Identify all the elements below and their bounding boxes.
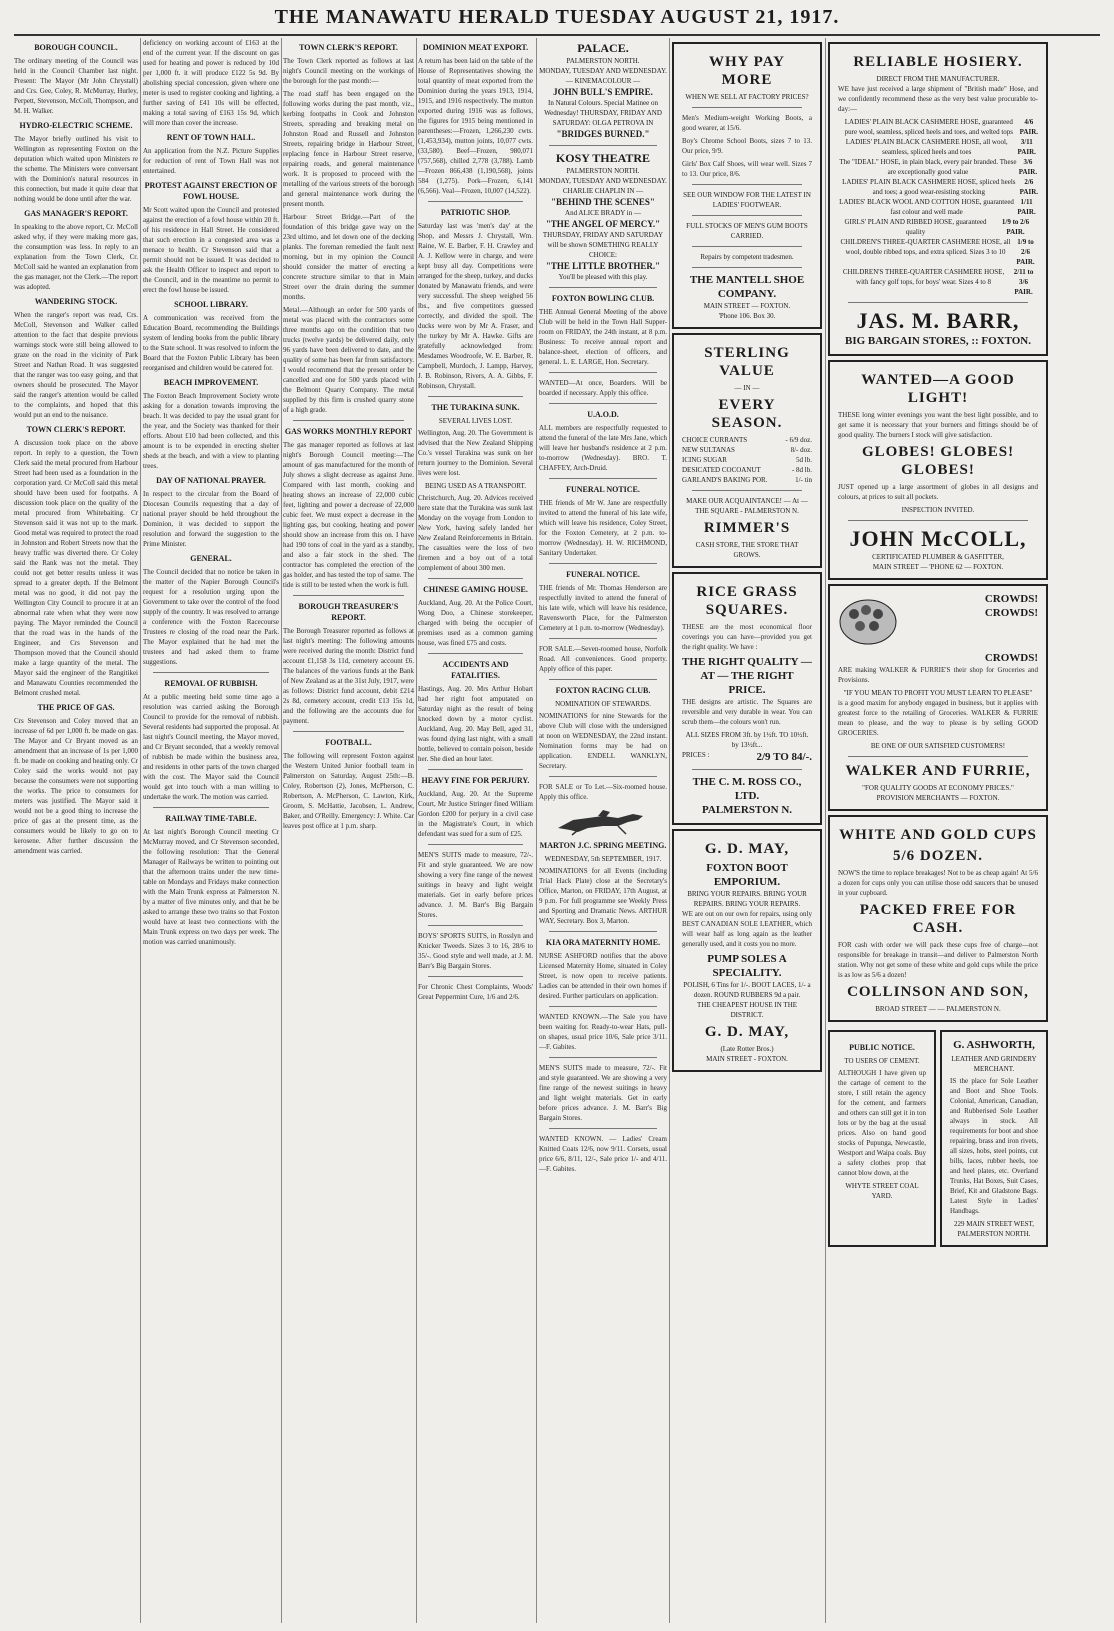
divider xyxy=(692,215,802,216)
price-value: 1/- tin xyxy=(795,476,812,484)
price-item: CHOICE CURRANTS xyxy=(682,436,748,444)
business-name: WALKER AND FURRIE, xyxy=(845,763,1031,779)
column-rule xyxy=(669,38,670,1623)
divider xyxy=(428,201,523,202)
article-heading: RAILWAY TIME-TABLE. xyxy=(165,814,257,823)
ad-text: Men's Medium-weight Working Boots, a good wearer, at 15/6. xyxy=(682,114,812,132)
classified-ad: For Chronic Chest Complaints, Woods' Great Peppermint Cure, 1/6 and 2/6. xyxy=(418,983,533,1001)
divider xyxy=(549,287,657,288)
ad-text: SEE OUR WINDOW FOR THE LATEST IN LADIES' FOOTWEAR. xyxy=(683,191,811,209)
column-rule xyxy=(825,38,826,1623)
divider xyxy=(549,372,657,373)
price-item: NEW SULTANAS xyxy=(682,446,735,454)
price-row xyxy=(838,197,1038,217)
article-subheading: GENERAL. xyxy=(190,554,232,563)
theatre-note: And ALICE BRADY in — xyxy=(565,209,641,217)
theatre-sub: — KINEMACOLOUR — xyxy=(565,77,641,85)
divider xyxy=(428,396,523,397)
theatre-place: PALMERSTON NORTH. xyxy=(566,57,640,65)
article-subheading: BEING USED AS A TRANSPORT. xyxy=(424,482,527,490)
article-subheading: TOWN CLERK'S REPORT. xyxy=(26,425,126,434)
article-heading: ACCIDENTS AND FATALITIES. xyxy=(442,660,509,680)
article-heading: BOROUGH COUNCIL. xyxy=(34,43,118,52)
ad-title: WANTED—A GOOD LIGHT! xyxy=(861,372,1015,406)
divider xyxy=(428,653,523,654)
ad-subtitle: DIRECT FROM THE MANUFACTURER. xyxy=(876,75,1000,83)
divider xyxy=(428,925,523,926)
article-heading: GAS WORKS MONTHLY REPORT xyxy=(284,427,413,436)
price-label: PRICES : xyxy=(682,751,710,759)
notice-text: NOMINATIONS for nine Stewards for the above Club will close with the undersigned at noon on WEDNESDAY, the 22nd instant. Nomination forms may be had on application. ENDELL WANKLYN, Secretary. xyxy=(539,712,667,770)
ad-text: NOW'S the time to replace breakages! Not to be as cheap again! At 5/6 a dozen for cups only you can utilise those odd saucers that be unused in your cupboard. xyxy=(838,869,1038,897)
price-value: 3/11 PAIR. xyxy=(1017,138,1036,156)
divider xyxy=(153,672,269,673)
cement-notice-ad xyxy=(828,1030,936,1247)
ad-text: is a good maxim for anybody engaged in business, but it applies with greatest force to the retailing of Groceries. WALKER & FURRIE mean to please, and the way to please is by selling GOOD GROCERIES. xyxy=(838,699,1038,737)
divider xyxy=(549,776,657,777)
price-value: 2/9 TO 84/-. xyxy=(756,751,812,763)
article-text: The Town Clerk reported as follows at last night's Council meeting on the workings of the borough for the past month:— xyxy=(283,57,414,85)
column-7 xyxy=(828,38,1048,1623)
price-value: 4/6 PAIR. xyxy=(1019,118,1038,136)
ad-title: CROWDS! xyxy=(984,593,1038,605)
article-text: The ordinary meeting of the Council was held in the Council Chamber last night. Present: The Mayor (Mr John Chrystall) and Crs. Gee, Coley, R. McMurray, Hurley, Perpett, Stevenson, McColl, Thompson, and M. H. Walker. xyxy=(14,57,138,115)
notice-heading: FUNERAL NOTICE. xyxy=(566,485,640,494)
divider xyxy=(692,184,802,185)
article-text: Auckland, Aug. 20. At the Police Court, Wong Doo, a Chinese storekeeper, charged with being the occupier of premises used as a common gaming house, was fined £75 and costs. xyxy=(418,599,533,647)
notice-date: WEDNESDAY, 5th SEPTEMBER, 1917. xyxy=(544,855,662,863)
divider xyxy=(692,107,802,108)
column-rule xyxy=(140,38,141,1623)
barr-hosiery-ad xyxy=(828,42,1048,356)
classified-ad: WANTED KNOWN.—The Sale you have been waiting for. Ready-to-wear Hats, pull-on shapes, usual price 10/6, Sale price 3/11.—F. Gabites. xyxy=(539,1013,667,1051)
column-2 xyxy=(143,38,279,1623)
ad-title: STERLING VALUE xyxy=(704,345,790,379)
article-subheading: SCHOOL LIBRARY. xyxy=(174,300,248,309)
business-address: PALMERSTON N. xyxy=(701,804,793,816)
mccoll-plumber-ad xyxy=(828,360,1048,580)
divider xyxy=(153,807,269,808)
article-subheading: SEVERAL LIVES LOST. xyxy=(438,417,513,425)
article-heading: FOOTBALL. xyxy=(325,738,372,747)
divider xyxy=(692,769,802,770)
article-subheading: WANDERING STOCK. xyxy=(34,297,118,306)
divider xyxy=(293,595,404,596)
divider xyxy=(848,302,1028,303)
notice-text: ALTHOUGH I have given up the cartage of cement to the store, I still retain the agency for the cement, and farmers and others can still get it in ton lots or by the bag at the usual prices. Also on hand good stocks of Pupunga, Newcastle, Westport and Waipa coals. Buy a safety clothes prop that cannot blow down, at the xyxy=(838,1069,926,1177)
price-value: 1/9 to 2/6 PAIR. xyxy=(1016,238,1035,266)
notice-heading: MARTON J.C. SPRING MEETING. xyxy=(539,841,667,850)
business-name: JOHN McCOLL, xyxy=(849,526,1027,551)
article-text: Hastings, Aug. 20. Mrs Arthur Hobart had her right foot amputated on Saturday night as the result of being knocked down by a motor cyclist. Auckland, Aug. 20. May Bell, aged 31, was found dying last night, with a small bottle, believed to contain poison, beside her. She died an hour later. xyxy=(418,685,533,763)
price-row xyxy=(682,445,812,455)
price-item: LADIES' PLAIN BLACK CASHMERE HOSE, spliced heels and toes; a good wear-resisting stocking xyxy=(842,178,1016,196)
divider xyxy=(293,420,404,421)
ad-text: WE have just received a large shipment of "British made" Hose, and we confidently recommend these as the very best value procurable to-day:— xyxy=(838,85,1038,113)
article-text: Saturday last was 'men's day' at the Shop, and Messrs J. Chrystall, Wm. Raine, W. E. Barber, F. H. Crawley and A. J. Kellow were in charge, and were kept busy all day. Competitions were arranged for the sheep, turkey, and ducks donated by Manawatu friends, and were very successful. The sheep weighed 56 lbs., and five competitors guessed correctly, and divided the spoil. The ducks were won by Mr A. Fraser, and the turkey by Mr A. Hawke. Gifts are gratefully acknowledged from: Mesdames Woodroofe, W. E. Barber, R. Campbell, Murdoch, J. Lampp, Harvey, J. B. Robinson, Rivers, A. A. Gibbs, F. Robinson, Chrystall. xyxy=(418,222,533,390)
ad-title: RELIABLE HOSIERY. xyxy=(853,54,1023,70)
theatre-note: You'll be pleased with this play. xyxy=(558,273,648,281)
column-6 xyxy=(672,38,822,1623)
article-text: The Foxton Beach Improvement Society wrote asking for a donation towards improving the beach. It was decided to pay the usual grant for the year, and the Society was thanked for their efforts. About £10 had been collected, and this amount is to be expended in erecting shelter sheds at the beach, and with a view to planting trees. xyxy=(143,392,279,470)
ross-rice-grass-ad xyxy=(672,572,822,825)
article-subheading: GAS MANAGER'S REPORT. xyxy=(24,209,128,218)
theatre-days: MONDAY, TUESDAY AND WEDNESDAY. xyxy=(539,177,667,185)
price-value: 2/11 to 3/6 PAIR. xyxy=(1013,268,1034,296)
ad-title: PACKED FREE FOR CASH. xyxy=(859,902,1017,936)
gd-may-ad xyxy=(672,829,822,1072)
theatre-name: PALACE. xyxy=(577,41,629,55)
ad-text: (Late Rotter Bros.) xyxy=(720,1045,774,1053)
theatre-place: PALMERSTON NORTH. xyxy=(566,167,640,175)
article-heading: TOWN CLERK'S REPORT. xyxy=(299,43,398,52)
notice-heading: FOXTON BOWLING CLUB. xyxy=(551,294,655,303)
divider xyxy=(428,578,523,579)
divider xyxy=(293,731,404,732)
masthead-rule xyxy=(14,34,1100,36)
price-value: 1/11 PAIR. xyxy=(1017,198,1036,216)
price-item: The "IDEAL" HOSE, in plain black, every pair branded. These are exceptionally good value xyxy=(839,158,1017,176)
business-subtitle: FOXTON BOOT EMPORIUM. xyxy=(706,862,788,888)
business-subtitle: CASH STORE, THE STORE THAT GROWS. xyxy=(695,541,799,559)
notice-subheading: TO USERS OF CEMENT. xyxy=(844,1057,920,1065)
theatre-name: KOSY THEATRE xyxy=(555,151,651,165)
column-rule xyxy=(281,38,282,1623)
film-title: JOHN BULL'S EMPIRE. xyxy=(553,87,653,97)
ad-text: JUST opened up a large assortment of globes in all designs and colours, at prices to suit all pockets. xyxy=(838,483,1038,501)
article-text: Christchurch, Aug. 20. Advices received here state that the Turakina was sunk last Monday on the voyage from London to New York, having safely landed her New Zealand Reinforcements in Britain. The casualties were the loss of two firemen and a boy out of a total complement of about 300 men. xyxy=(418,494,533,572)
notice-text: THE friends of Mr. Thomas Henderson are respectfully invited to attend the funeral of his late wife, which will leave his residence, Ravensworth Place, for the Palmerston Cemetery at 1 p.m. to-morrow (Wednesday). xyxy=(539,584,667,632)
price-item: DESICATED COCOANUT xyxy=(682,466,761,474)
article-text: deficiency on working account of £163 at the end of the current year. If the discount on gas used for heating and power is reduced by 10d per 1,000 ft. it will produce £122 5s 9d. By abolishing special concession, given where one meter is used to register cooking and lighting, a further saving of £41 10s will be effected, making a total saving of £163 15s 9d, which will more than cover the increase. xyxy=(143,39,279,127)
article-subheading: DAY OF NATIONAL PRAYER. xyxy=(156,476,266,485)
business-address: PROVISION MERCHANTS — FOXTON. xyxy=(876,794,1000,802)
business-name: THE C. M. ROSS CO., LTD. xyxy=(692,776,802,802)
price-value: 2/6 PAIR. xyxy=(1019,178,1038,196)
price-item: LADIES' PLAIN BLACK CASHMERE HOSE, guaranteed pure wool, seamless, spliced heels and toes, and welted tops xyxy=(844,118,1013,136)
price-item: GARLAND'S BAKING POR. xyxy=(682,476,768,484)
article-text: Auckland, Aug. 20. At the Supreme Court, Mr Justice Stringer fined William Gordon £200 for perjury in a civil case in the Magistrate's Court, in which defendant was sued for a sum of £25. xyxy=(418,790,533,838)
article-text: When the ranger's report was read, Crs. McColl, Stevenson and Walker called attention to the fact that despite previous warnings stock were still being allowed to graze on the road in the vicinity of Park Street and Nathan Road. It was suggested that the ranger was too easy going, and that owners should be prosecuted. The Mayor said the ranger's attention would be called to the complaints, and hoped that this would put an end to the nuisance. xyxy=(14,311,138,419)
ad-title: CROWDS! xyxy=(984,607,1038,619)
classified-ad: FOR SALE.—Seven-roomed house, Norfolk Road. All conveniences. Good property. Apply office of this paper. xyxy=(539,645,667,673)
walker-furrie-ad xyxy=(828,584,1048,811)
article-heading: REMOVAL OF RUBBISH. xyxy=(164,679,258,688)
ad-text: MAKE OUR ACQUAINTANCE! — At — THE SQUARE - PALMERSTON N. xyxy=(686,497,808,515)
notice-heading: U.A.O.D. xyxy=(587,410,619,419)
article-text: The Council decided that no notice be taken in the matter of the Napier Borough Council's request for a resolution urging upon the Government to take over the control of the food supply of the country. It was resolved to arrange a conference with the Foxton Racecourse Trustees re closing of the road near the Park. The Mayor explained that he had met the trustees and had asked them to frame suggestions. xyxy=(143,568,279,666)
ad-text: Boy's Chrome School Boots, sizes 7 to 13. Our price, 9/9. xyxy=(682,137,812,155)
price-row xyxy=(838,267,1038,297)
price-value: 1/9 to 2/6 PAIR. xyxy=(1001,218,1030,236)
ad-title: CROWDS! xyxy=(984,652,1038,664)
divider xyxy=(549,145,657,146)
business-slogan: "FOR QUALITY GOODS AT ECONOMY PRICES." xyxy=(862,784,1014,792)
theatre-note: THURSDAY, FRIDAY AND SATURDAY will be shown SOMETHING REALLY CHOICE: xyxy=(542,231,664,259)
business-address: MAIN STREET — 'PHONE 62 — FOXTON. xyxy=(872,563,1004,571)
classified-ad: WANTED—At once, Boarders. Will be boarded if necessary. Apply this office. xyxy=(539,379,667,397)
article-subheading: THE PRICE OF GAS. xyxy=(37,703,115,712)
ad-text: Girls' Box Calf Shoes, will wear well. Sizes 7 to 13. Our price, 8/6. xyxy=(682,160,812,178)
price-value: 8/- doz. xyxy=(790,446,812,454)
ad-text: THE CHEAPEST HOUSE IN THE DISTRICT. xyxy=(696,1001,798,1019)
notice-heading: PUBLIC NOTICE. xyxy=(849,1043,915,1052)
business-name: G. D. MAY, xyxy=(704,841,790,857)
price-row xyxy=(682,465,812,475)
ad-text: FULL STOCKS OF MEN'S GUM BOOTS CARRIED. xyxy=(686,222,808,240)
ad-title: EVERY SEASON. xyxy=(711,397,783,431)
article-subheading: BEACH IMPROVEMENT. xyxy=(163,378,259,387)
classified-ad: BOYS' SPORTS SUITS, in Rosslyn and Knicker Tweeds. Sizes 3 to 16, 28/6 to 35/-. Good style and well made, at J. M. Barr's Big Bargain Stores. xyxy=(418,932,533,970)
article-text: In respect to the circular from the Board of Diocesan Councils requesting that a day of national prayer should be held throughout the Dominion, it was decided to support the resolution and forward the suggestion to the Prime Minister. xyxy=(143,490,279,548)
price-row xyxy=(682,455,812,465)
price-row xyxy=(682,750,812,764)
ad-text: THE RIGHT QUALITY — AT — THE RIGHT PRICE. xyxy=(682,656,812,696)
article-heading: HEAVY FINE FOR PERJURY. xyxy=(421,776,530,785)
article-text: The road staff has been engaged on the following works during the past month, viz., kerbing footpaths in Cook and Johnston Streets, spreading and breaking metal on Johnston Road and Russell and Johnston Streets, repairing bridge in Harbour Street, replacing fence in Harbour Street reserve, repairing roads, and general maintenance work. It is proposed to proceed with the metalling of the various streets of the borough and general maintenance work during the present month. xyxy=(283,90,414,208)
palace-theatre-ad xyxy=(539,41,667,140)
article-text: The following will represent Foxton against the Western United Junior football team in Palmerston on Saturday, August 25th:—B. Coley, Robertson (2), Jones, McPherson, C. Robertson, A. McPherson, C. Lawton, Kirk, Groom, S. McHattie, Jacobsen, L. Andrew, Baker, and O'Reilly. Emergency: J. White. Car leaves post office at 1 p.m. sharp. xyxy=(283,752,414,830)
notice-subheading: NOMINATION OF STEWARDS. xyxy=(555,700,651,708)
business-name: WHYTE STREET COAL YARD. xyxy=(845,1182,919,1200)
ad-title: GLOBES! GLOBES! GLOBES! xyxy=(861,444,1015,478)
theatre-days: MONDAY, TUESDAY AND WEDNESDAY. xyxy=(539,67,667,75)
article-text: A discussion took place on the above report. In reply to a question, the Town Clerk said the metal procured from Harbour Street had been used as a foundation in the corporation yard. Cr McColl said this metal should have been used for footpaths. A discussion took place on the quality of the metal procured from Whitebaiting. Cr Stevenson said it was not up to the mark. Good metal was required to protect the road in Johnston and Robert Streets now that the heavy traffic was diverted there. Cr Coley said the Rank was not the metal. They could not get better results unless it was spread to a greater depth. If the Belmont metal was no good, it did not pay the Wellington City Council to procure it at an abnormal rate when what they were now paying. The Mayor reminded the Council that the road was in the hands of the Engineer, and Crs Stevenson and Thompson moved that the Council should make a large quantity of the metal. The Mayor said the engineer of the Rangitikei and Manawatu Counties recommended the Belmont crushed metal. xyxy=(14,439,138,697)
ad-text: BE ONE OF OUR SATISFIED CUSTOMERS! xyxy=(870,742,1006,750)
divider xyxy=(549,563,657,564)
film-title: "THE LITTLE BROTHER." xyxy=(545,261,661,271)
business-name: G. ASHWORTH, xyxy=(953,1039,1035,1051)
film-title: "BRIDGES BURNED." xyxy=(556,129,650,139)
notice-heading: KIA ORA MATERNITY HOME. xyxy=(545,938,661,947)
ad-text: PUMP SOLES A SPECIALITY. xyxy=(707,953,787,979)
notice-text: NURSE ASHFORD notifies that the above Licensed Maternity Home, situated in Coley Street, is now open to receive patients. Ladies can be attended in their own homes if desired. Further particulars on application. xyxy=(539,952,667,1000)
business-address: 229 MAIN STREET WEST, PALMERSTON NORTH. xyxy=(953,1220,1035,1238)
notice-text: NOMINATIONS for all Events (including Trial Hack Plate) close at the Secretary's Office, Marton, on FRIDAY, 17th August, at 9 p.m. For full programme see Weekly Press and Sporting and Dramatic News. ARTHUR WAY, Secretary. Box 3, Marton. xyxy=(539,867,667,925)
ad-text: BRING YOUR REPAIRS. BRING YOUR REPAIRS. BRING YOUR REPAIRS. xyxy=(687,890,807,908)
price-value: 5d lb. xyxy=(796,456,812,464)
ad-text: WE are out on our own for repairs, using only BEST CANADIAN SOLE LEATHER, which will wear half as long again as the leather generally used, and it costs you no more. xyxy=(682,910,812,948)
theatre-note: In Natural Colours. Special Matinee on Wednesday! THURSDAY, FRIDAY AND SATURDAY: OLGA PETROVA IN xyxy=(544,99,662,127)
ad-text: THESE are the most economical floor coverings you can have—provided you get the right quality. We have : xyxy=(682,623,812,651)
article-text: Wellington, Aug. 20. The Government is advised that the New Zealand Shipping Co.'s vessel Turakina was sunk on her return journey to the Dominion. Several lives were lost. xyxy=(418,429,533,477)
ad-text: ARE making WALKER & FURRIE'S their shop for Groceries and Provisions. xyxy=(838,666,1038,684)
column-rule xyxy=(416,38,417,1623)
price-value: - 6/9 doz. xyxy=(785,436,812,444)
divider xyxy=(692,246,802,247)
divider xyxy=(549,1128,657,1129)
business-address: MAIN STREET — FOXTON. xyxy=(703,302,791,310)
price-row xyxy=(682,475,812,485)
divider xyxy=(549,931,657,932)
divider xyxy=(549,478,657,479)
article-text: In speaking to the above report, Cr. McColl asked why, if they were making more gas, the consumption was less. In reply to an explanation from the Town Clerk, Cr. McColl said he wanted an explanation from the gas manager, not the Clerk.—The report was adopted. xyxy=(14,223,138,291)
business-phone: 'Phone 106. Box 30. xyxy=(718,312,776,320)
ad-subtitle: — IN — xyxy=(734,384,760,392)
crowd-illustration xyxy=(838,592,898,647)
ad-title: WHY PAY MORE xyxy=(708,54,786,88)
bottom-ads-row xyxy=(828,1026,1048,1251)
rimmers-ad xyxy=(672,333,822,568)
divider xyxy=(428,844,523,845)
divider xyxy=(549,679,657,680)
article-text: An application from the N.Z. Picture Supplies for reduction of rent of Town Hall was not entertained. xyxy=(143,147,279,175)
film-title: "THE ANGEL OF MERCY." xyxy=(545,219,661,229)
ad-text: IS the place for Sole Leather and Boot and Shoe Tools. Colonial, American, Canadian, and Rubberised Sole Leather always in stock. All requirements for boot and shoe repairing, brass and iron rivets, all sizes, hobs, steel points, cut bills, laces, rubber heels, toe and heel plates, etc. Overland Trunks, Hat Boxes, Suit Cases, Brief, Kit and Gladstone Bags. Latest Style in Ladies' Handbags. xyxy=(950,1077,1038,1215)
article-text: The Mayor briefly outlined his visit to Wellington as representing Foxton on the deputation which waited upon Ministers re the scheme. The Ministers were conversant with the Dominion's natural resources in this connection, but made it quite clear that nothing would be done until after the war. xyxy=(14,135,138,203)
price-item: GIRLS' PLAIN AND RIBBED HOSE, guaranteed quality xyxy=(844,218,987,236)
price-row xyxy=(838,117,1038,137)
ad-title: WHITE AND GOLD CUPS xyxy=(839,827,1037,843)
price-item: CHILDREN'S THREE-QUARTER CASHMERE HOSE, all wool, double ribbed tops, and extra spliced. Sizes 3 to 10 xyxy=(840,238,1011,256)
divider xyxy=(692,267,802,268)
article-text: Mr Scott waited upon the Council and protested against the erection of a fowl house within 20 ft. of his residence in Hall Street. He considered that such erection in a congested area was a menace to health. Cr Stevenson said that a permit should not be issued. It was decided to ask the Health Officer to inspect and report to the Council, and in the meantime no permit to erect the fowl house be issued. xyxy=(143,206,279,294)
ad-title: RICE GRASS SQUARES. xyxy=(696,584,798,618)
price-row xyxy=(838,217,1038,237)
ad-text: FOR cash with order we will pack these cups free of charge—not responsible for breakage in transit—and deliver to Palmerston North station. Why not get some of these white and gold cups while the price is as low as 5/6 a dozen! xyxy=(838,941,1038,979)
divider xyxy=(692,490,802,491)
notice-text: ALL members are respectfully requested to attend the funeral of the late Mrs Jane, which will leave her husband's residence at 2 p.m. to-morrow (Wednesday). BRO. T. CHAFFEY, Arch-Druid. xyxy=(539,424,667,472)
article-text: The gas manager reported as follows at last night's Borough Council meeting:—The amount of gas manufactured for the month of July shows a slight decrease as against June. Compared with last month, cooking and heating shows an increase of 22,000 cubic feet, lighting and power a decrease of 22,000 cubic feet. We must expect a decrease in the lighting gas, but cooking, heating and power should show an increase from this on. I have had 190 tons of coal in the yard as a standby, and also a fair stock in the shed. The contractor has completed the erection of the gas holder, and has tested the top of same. The tide is still to be tested when the work is full. xyxy=(283,441,414,589)
ashworth-leather-ad xyxy=(940,1030,1048,1247)
article-subheading: PROTEST AGAINST ERECTION OF FOWL HOUSE. xyxy=(144,181,278,201)
business-subtitle: CERTIFICATED PLUMBER & GASFITTER, xyxy=(872,553,1004,561)
notice-heading: FUNERAL NOTICE. xyxy=(566,570,640,579)
business-name: RIMMER'S xyxy=(703,520,791,536)
column-3 xyxy=(283,38,414,1623)
business-name: COLLINSON AND SON, xyxy=(847,984,1029,1000)
article-subheading: HYDRO-ELECTRIC SCHEME. xyxy=(19,121,133,130)
article-text: A communication was received from the Education Board, recommending the Buildings system of lending books from the public library to the State school. It was resolved to inform the Board that the Foxton Public Library has been reorganised and children would be catered for. xyxy=(143,314,279,372)
classified-ad: WANTED KNOWN. — Ladies' Cream Knitted Coats 12/6, now 9/11. Corsets, usual price 6/6, 8/11, 12/-, Sale price 1/- and 4/11. —F. Gabites. xyxy=(539,1135,667,1173)
column-1 xyxy=(14,38,138,1623)
article-text: At a public meeting held some time ago a resolution was carried asking the Borough Council to provide for the removal of rubbish. Several residents had supported the proposal. At last night's Council meeting, the Mayor moved, and Cr Bryant seconded, that a weekly removal of rubbish be made within the business area, and residents in other parts of the town charged with the cost. The Mayor said the Council would get into touch with a man willing to undertake the work. The motion was carried. xyxy=(143,693,279,801)
business-subtitle: LEATHER AND GRINDERY MERCHANT. xyxy=(951,1055,1037,1073)
business-address: BIG BARGAIN STORES, :: FOXTON. xyxy=(844,335,1032,347)
kosy-theatre-ad xyxy=(539,151,667,282)
price-item: LADIES' PLAIN BLACK CASHMERE HOSE, all wool, seamless, spliced heels and toes xyxy=(845,138,1008,156)
business-name: JAS. M. BARR, xyxy=(856,308,1020,333)
ad-subtitle: 5/6 DOZEN. xyxy=(892,848,983,864)
column-5 xyxy=(539,38,667,1623)
collinson-cups-ad xyxy=(828,815,1048,1022)
price-value: 3/6 PAIR. xyxy=(1018,158,1038,176)
divider xyxy=(848,520,1028,521)
ad-text: "IF YOU MEAN TO PROFIT YOU MUST LEARN TO PLEASE" xyxy=(843,689,1033,697)
divider xyxy=(848,756,1028,757)
price-item: ICING SUGAR xyxy=(682,456,727,464)
ad-text: POLISH, 6 Tins for 1/-. BOOT LACES, 1/- a dozen. ROUND RUBBERS 9d a pair. xyxy=(683,981,811,999)
article-heading: THE TURAKINA SUNK. xyxy=(431,403,520,412)
ad-text: INSPECTION INVITED. xyxy=(901,506,975,514)
ad-subtitle: WHEN WE SELL AT FACTORY PRICES? xyxy=(685,93,809,101)
article-text: Metal.—Although an order for 500 yards of metal was placed with the contractors some three months ago on the condition that two trucks (twelve yards) be delivered daily, only 96 yards have been delivered to date, and the quality of some has been far from satisfactory. I would recommend that the present order be cancelled and one for 500 yards placed with the Belmont Quarry Company. The metal supplied by this firm is crushed quarry stone of a high grade. xyxy=(283,306,414,414)
price-row xyxy=(838,157,1038,177)
notice-text: THE Annual General Meeting of the above Club will be held in the Town Hall Supper-room on FRIDAY, the 24th instant, at 8 p.m. Business: To receive annual report and balance-sheet, election of officers, and general. L. E. LARGE, Hon. Secretary. xyxy=(539,308,667,366)
price-value: - 8d lb. xyxy=(791,466,812,474)
divider xyxy=(428,769,523,770)
price-row xyxy=(838,137,1038,157)
divider xyxy=(549,403,657,404)
notice-heading: FOXTON RACING CLUB. xyxy=(555,686,651,695)
article-heading: CHINESE GAMING HOUSE. xyxy=(423,585,528,594)
divider xyxy=(549,638,657,639)
film-title: "BEHIND THE SCENES" xyxy=(551,197,655,207)
ad-text: THE designs are artistic. The Squares are reversible and very durable in wear. You can scrub them—the colours won't run. xyxy=(682,698,812,726)
notice-text: THE friends of Mr W. Jane are respectfully invited to attend the funeral of his late wife, which will leave his residence, Coley Street, for the Foxton Cemetery, at 2 p.m. to-morrow (Wednesday). H. W. RICHMOND, Sanitary Undertaker. xyxy=(539,499,667,557)
divider xyxy=(549,1006,657,1007)
article-subheading: RENT OF TOWN HALL. xyxy=(166,133,256,142)
ad-text: ALL SIZES FROM 3ft. by 1½ft. TO 10½ft. by 13½ft... xyxy=(685,731,809,749)
business-name: G. D. MAY, xyxy=(704,1024,790,1040)
article-heading: PATRIOTIC SHOP. xyxy=(440,208,511,217)
divider xyxy=(428,976,523,977)
price-item: LADIES' BLACK WOOL AND COTTON HOSE, guaranteed fast colour and well made xyxy=(839,198,1014,216)
business-name: THE MANTELL SHOE COMPANY. xyxy=(689,274,805,300)
masthead: THE MANAWATU HERALD TUESDAY AUGUST 21, 1917. xyxy=(274,6,840,28)
column-4 xyxy=(418,38,533,1623)
ad-text: Repairs by competent tradesmen. xyxy=(700,253,794,261)
column-rule xyxy=(536,38,537,1623)
mantell-shoe-ad xyxy=(672,42,822,329)
price-row xyxy=(838,177,1038,197)
article-heading: DOMINION MEAT EXPORT. xyxy=(422,43,529,52)
business-address: BROAD STREET — — PALMERSTON N. xyxy=(875,1005,1001,1013)
business-address: MAIN STREET - FOXTON. xyxy=(706,1055,788,1063)
classified-ad: MEN'S SUITS made to measure, 72/-. Fit and style guaranteed. We are showing a very fine range of the newest suitings in heavy and light weight materials. Get in early before prices advance. J. M. Barr's Big Bargain Stores. xyxy=(539,1064,667,1122)
racehorse-illustration xyxy=(548,806,658,836)
divider xyxy=(549,1057,657,1058)
article-text: The Borough Treasurer reported as follows at last night's meeting: The following amounts were received during the month: District fund account £1,158 3s 11d, cemetery account £6. The balances of the various funds at the Bank of New Zealand as at the 31st July, 1917, were as follows: District fund account, debit £214 2s 8d, cemetery account, credit £13 15s 1d, and the following are the accounts due for payment. xyxy=(283,627,414,725)
ad-text: THESE long winter evenings you want the best light possible, and to get same it is necessary that your burners and fittings should be of good quality. The burners I stock will give satisfaction. xyxy=(838,411,1038,439)
price-item: CHILDREN'S THREE-QUARTER CASHMERE HOSE, with fancy golf tops, for boys' wear. Sizes 4 to 8 xyxy=(842,268,1005,286)
article-text: At last night's Borough Council meeting Cr McMurray moved, and Cr Stevenson seconded, the following resolution: That the General Manager of Railways be written to pointing out that the afternoon trains under the new time-table on Mondays and Fridays make connection with the Main Trunk express at Palmerston N. by a matter of five minutes only, and that he be asked to arrange these two trains so that Foxton would have at least two connections with the Main Trunk express on two days per week. The motion was carried unanimously. xyxy=(143,828,279,946)
article-text: Harbour Street Bridge.—Part of the foundation of this bridge gave way on the 23rd ultimo, and let down one of the decking planks. The foreman remedied the fault next morning, but in my opinion the Council should consider the matter of erecting a concrete structure similar to that in Main Street over the drain during the summer months. xyxy=(283,213,414,301)
price-row xyxy=(838,237,1038,267)
price-row xyxy=(682,435,812,445)
article-heading: BOROUGH TREASURER'S REPORT. xyxy=(298,602,399,622)
theatre-note: CHARLIE CHAPLIN IN — xyxy=(562,187,644,195)
article-text: Crs Stevenson and Coley moved that an increase of 6d per 1,000 ft. be made on gas. The Mayor and Cr Bryant moved as an amendment that an increase of 1s per 1,000 ft. be made on cooking and heating only. Cr Coley said the works would not pay because the consumers were not supporting the works. The price to consumers for meters was justified. The Mayor said it would not be a good thing to increase the price of gas at the present time, as the consumers would be likely to go on to kerosene. After further discussion the amendment was carried. xyxy=(14,717,138,855)
classified-ad: MEN'S SUITS made to measure, 72/-. Fit and style guaranteed. We are now showing a very fine range of the newest suitings in heavy and light weight materials. Get in early before prices advance. J. M. Barr's Big Bargain Stores. xyxy=(418,851,533,919)
article-text: A return has been laid on the table of the House of Representatives showing the total quantity of meat exported from the Dominion during the years 1913, 1914, 1915, and 1916 respectively. The mutton exported during 1916 was as follows, the figures for 1915 being mentioned in parentheses:—Frozen, 1,266,230 cwts. (1,453,934), mutton joints, 10,077 cwts. (33,580). Beef—Frozen, 980,071 (757,568), chilled 2,778 (3,788). Lamb—Frozen 866,438 (1,190,568), joints 584 (1,275). Pork—Frozen, 6,141 (6,566). Veal—Frozen, 10,007 (14,522). xyxy=(418,57,533,195)
classified-ad: FOR SALE or To Let.—Six-roomed house. Apply this office. xyxy=(539,783,667,801)
